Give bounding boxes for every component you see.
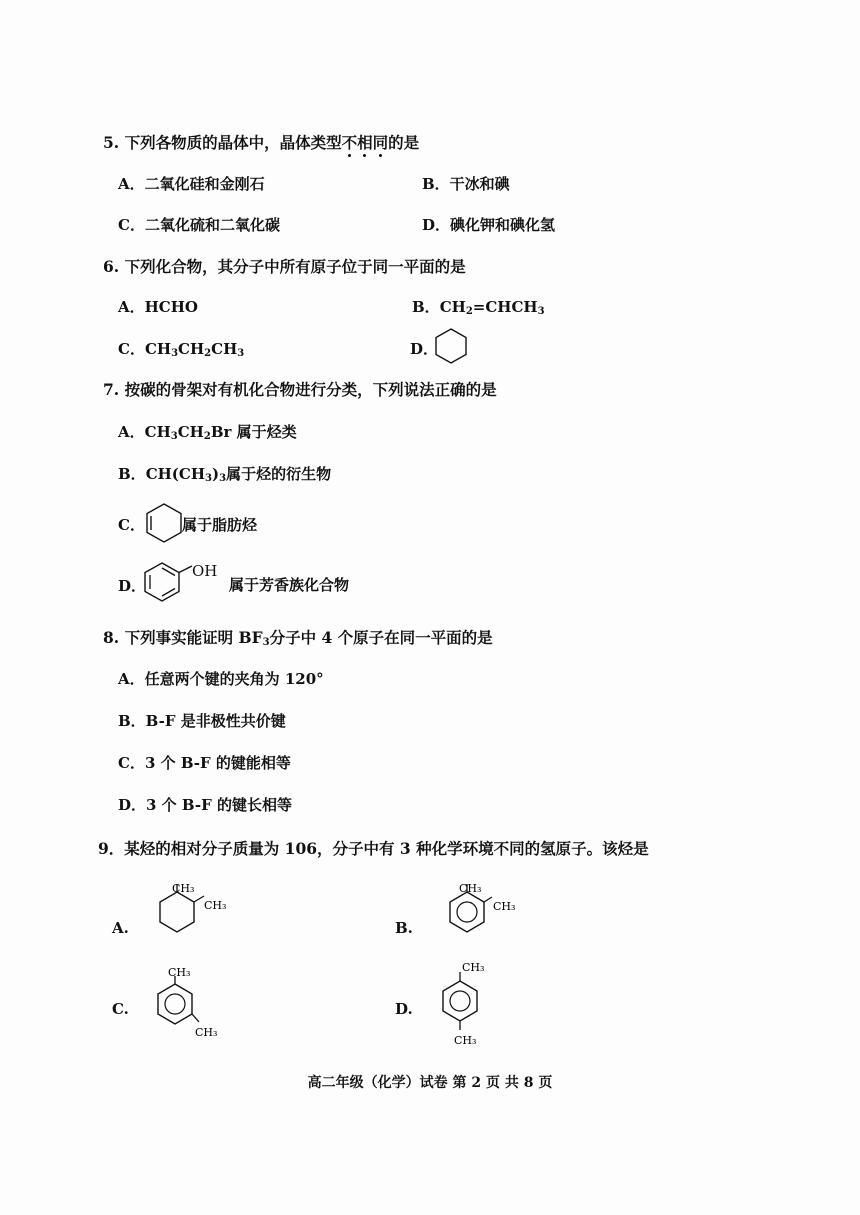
q6-option-b: B．$CH_2=CHCH_3$ xyxy=(412,298,545,317)
q5-option-b: B．干冰和碘 xyxy=(422,175,510,193)
q7-option-a: A．$CH_3CH_2Br$ 属于烃类 xyxy=(118,423,297,442)
q6-option-d: D． xyxy=(410,340,439,358)
q9-option-a-label: A. xyxy=(112,919,129,937)
q8-option-d: D．3 个 B-F 的键长相等 xyxy=(118,796,292,814)
q8-option-c: C．3 个 B-F 的键能相等 xyxy=(118,754,291,772)
q6-stem: 6. 下列化合物，其分子中所有原子位于同一平面的是 xyxy=(103,257,466,276)
cyclohexane-structure xyxy=(433,327,469,365)
q7-stem: 7. 按碳的骨架对有机化合物进行分类，下列说法正确的是 xyxy=(103,380,497,399)
q9-option-d-label: D. xyxy=(395,1000,413,1018)
methyl-label: CH₃ xyxy=(168,966,191,979)
methyl-label: CH₃ xyxy=(204,899,227,912)
page-footer: 高二年级（化学）试卷 第 2 页 共 8 页 xyxy=(307,1075,553,1091)
para-xylene-structure xyxy=(440,956,510,1052)
hydroxyl-label: OH xyxy=(192,562,218,580)
dimethylcyclohexane-structure xyxy=(150,876,240,946)
q9-option-c-label: C. xyxy=(112,1000,129,1018)
meta-xylene-structure xyxy=(148,962,238,1046)
q5-stem: 5. 下列各物质的晶体中，晶体类型不相同的是 xyxy=(103,133,420,152)
q6-option-c: C．$CH_3CH_2CH_3$ xyxy=(118,340,245,359)
methyl-label: CH₃ xyxy=(493,900,516,913)
methyl-label: CH₃ xyxy=(462,961,485,974)
methyl-label: CH₃ xyxy=(195,1026,218,1039)
q8-option-b: B．B-F 是非极性共价键 xyxy=(118,712,286,730)
q7-option-c-label: C． xyxy=(118,516,145,534)
q9-stem: 9．某烃的相对分子质量为 106，分子中有 3 种化学环境不同的氢原子。该烃是 xyxy=(98,839,649,858)
methyl-label: CH₃ xyxy=(454,1034,477,1047)
phenol-structure xyxy=(142,560,198,604)
q5-option-a: A．二氧化硅和金刚石 xyxy=(118,175,265,193)
q7-option-d-label: D． xyxy=(118,577,147,595)
ortho-xylene-structure xyxy=(440,876,530,946)
q7-option-c-text: 属于脂肪烃 xyxy=(182,516,258,534)
q9-option-b-label: B. xyxy=(395,919,413,937)
q8-stem: 8. 下列事实能证明 $BF_3$分子中 4 个原子在同一平面的是 xyxy=(103,628,493,648)
q7-option-b: B．$CH(CH_3)_3$属于烃的衍生物 xyxy=(118,465,332,484)
methyl-label: CH₃ xyxy=(459,882,482,895)
q7-option-d-text: 属于芳香族化合物 xyxy=(229,576,350,594)
q6-option-a: A．HCHO xyxy=(118,298,198,316)
cyclohexene-structure xyxy=(144,502,184,544)
q5-option-c: C．二氧化硫和二氧化碳 xyxy=(118,216,280,234)
q5-option-d: D．碘化钾和碘化氢 xyxy=(422,216,556,234)
q8-option-a: A．任意两个键的夹角为 120° xyxy=(118,670,324,688)
methyl-label: CH₃ xyxy=(172,882,195,895)
